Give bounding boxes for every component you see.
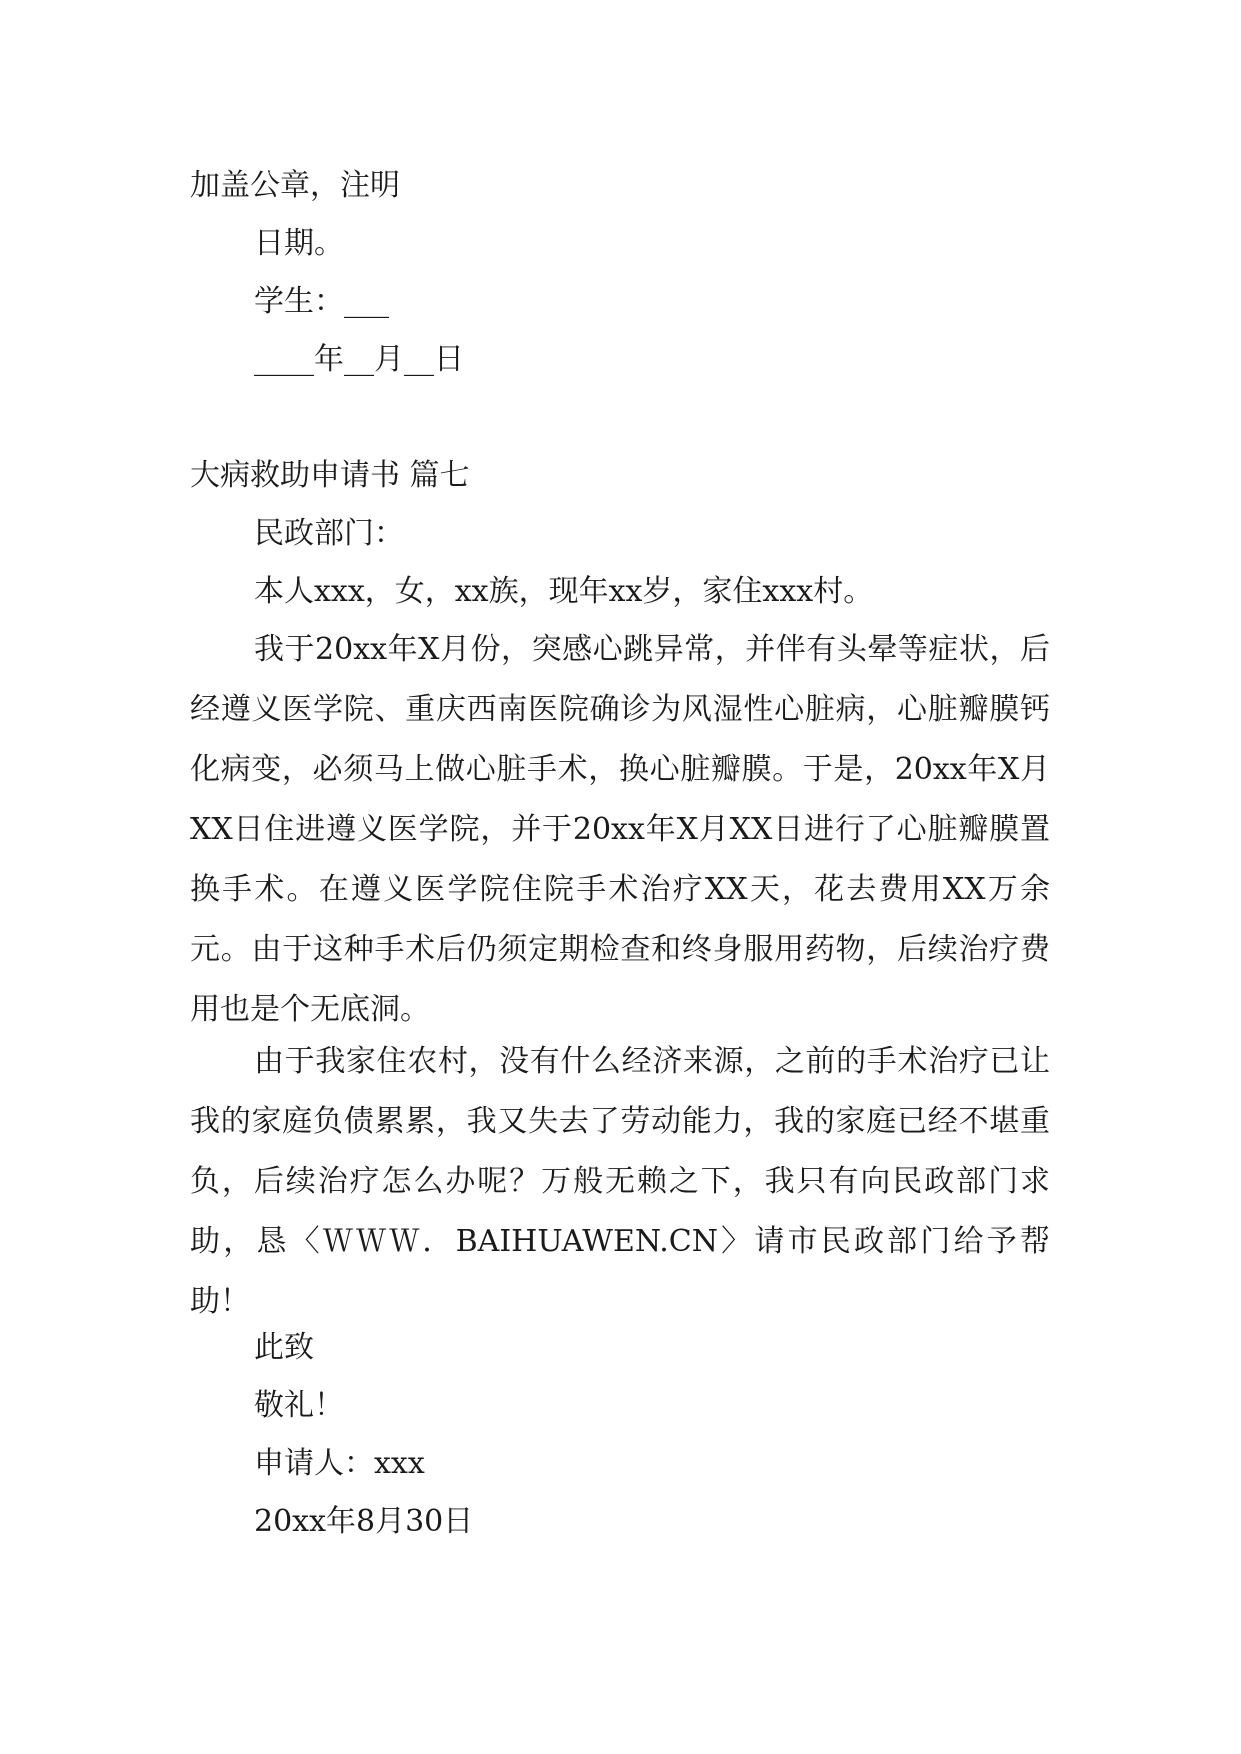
date-blank: ____年__月__日 — [254, 342, 464, 377]
salutation: 民政部门： — [254, 516, 404, 551]
paragraph-request: 由于我家住农村，没有什么经济来源，之前的手术治疗已让我的家庭负债累累，我又失去了劳动能力，我的家庭已经不堪重负，后续治疗怎么办呢？万般无赖之下，我只有向民政部门求助，恳〈ＷＷＷ．BAIHUAWEN.CN〉请市民政部门给予帮助！ — [190, 1044, 1050, 1319]
intro-line: 本人xxx，女，xx族，现年xx岁，家住xxx村。 — [254, 574, 874, 609]
stamp-note: 加盖公章，注明 — [190, 168, 400, 203]
student-line: 学生：___ — [254, 284, 389, 319]
closing-cizhi: 此致 — [254, 1330, 314, 1365]
closing-jingli: 敬礼！ — [254, 1388, 344, 1423]
signature-date: 20xx年8月30日 — [254, 1504, 474, 1539]
paragraph-illness: 我于20xx年X月份，突感心跳异常，并伴有头晕等症状，后经遵义医学院、重庆西南医院确诊为风湿性心脏病，心脏瓣膜钙化病变，必须马上做心脏手术，换心脏瓣膜。于是，20xx年X月XX日住进遵义医学院，并于20xx年X月XX日进行了心脏瓣膜置换手术。在遵义医学院住院手术治疗XX天，花去费用XX万余元。由于这种手术后仍须定期检查和终身服用药物，后续治疗费用也是个无底洞。 — [190, 632, 1050, 1027]
section-title: 大病救助申请书 篇七 — [190, 458, 470, 493]
date-note: 日期。 — [254, 226, 344, 261]
applicant-line: 申请人：xxx — [254, 1446, 425, 1481]
